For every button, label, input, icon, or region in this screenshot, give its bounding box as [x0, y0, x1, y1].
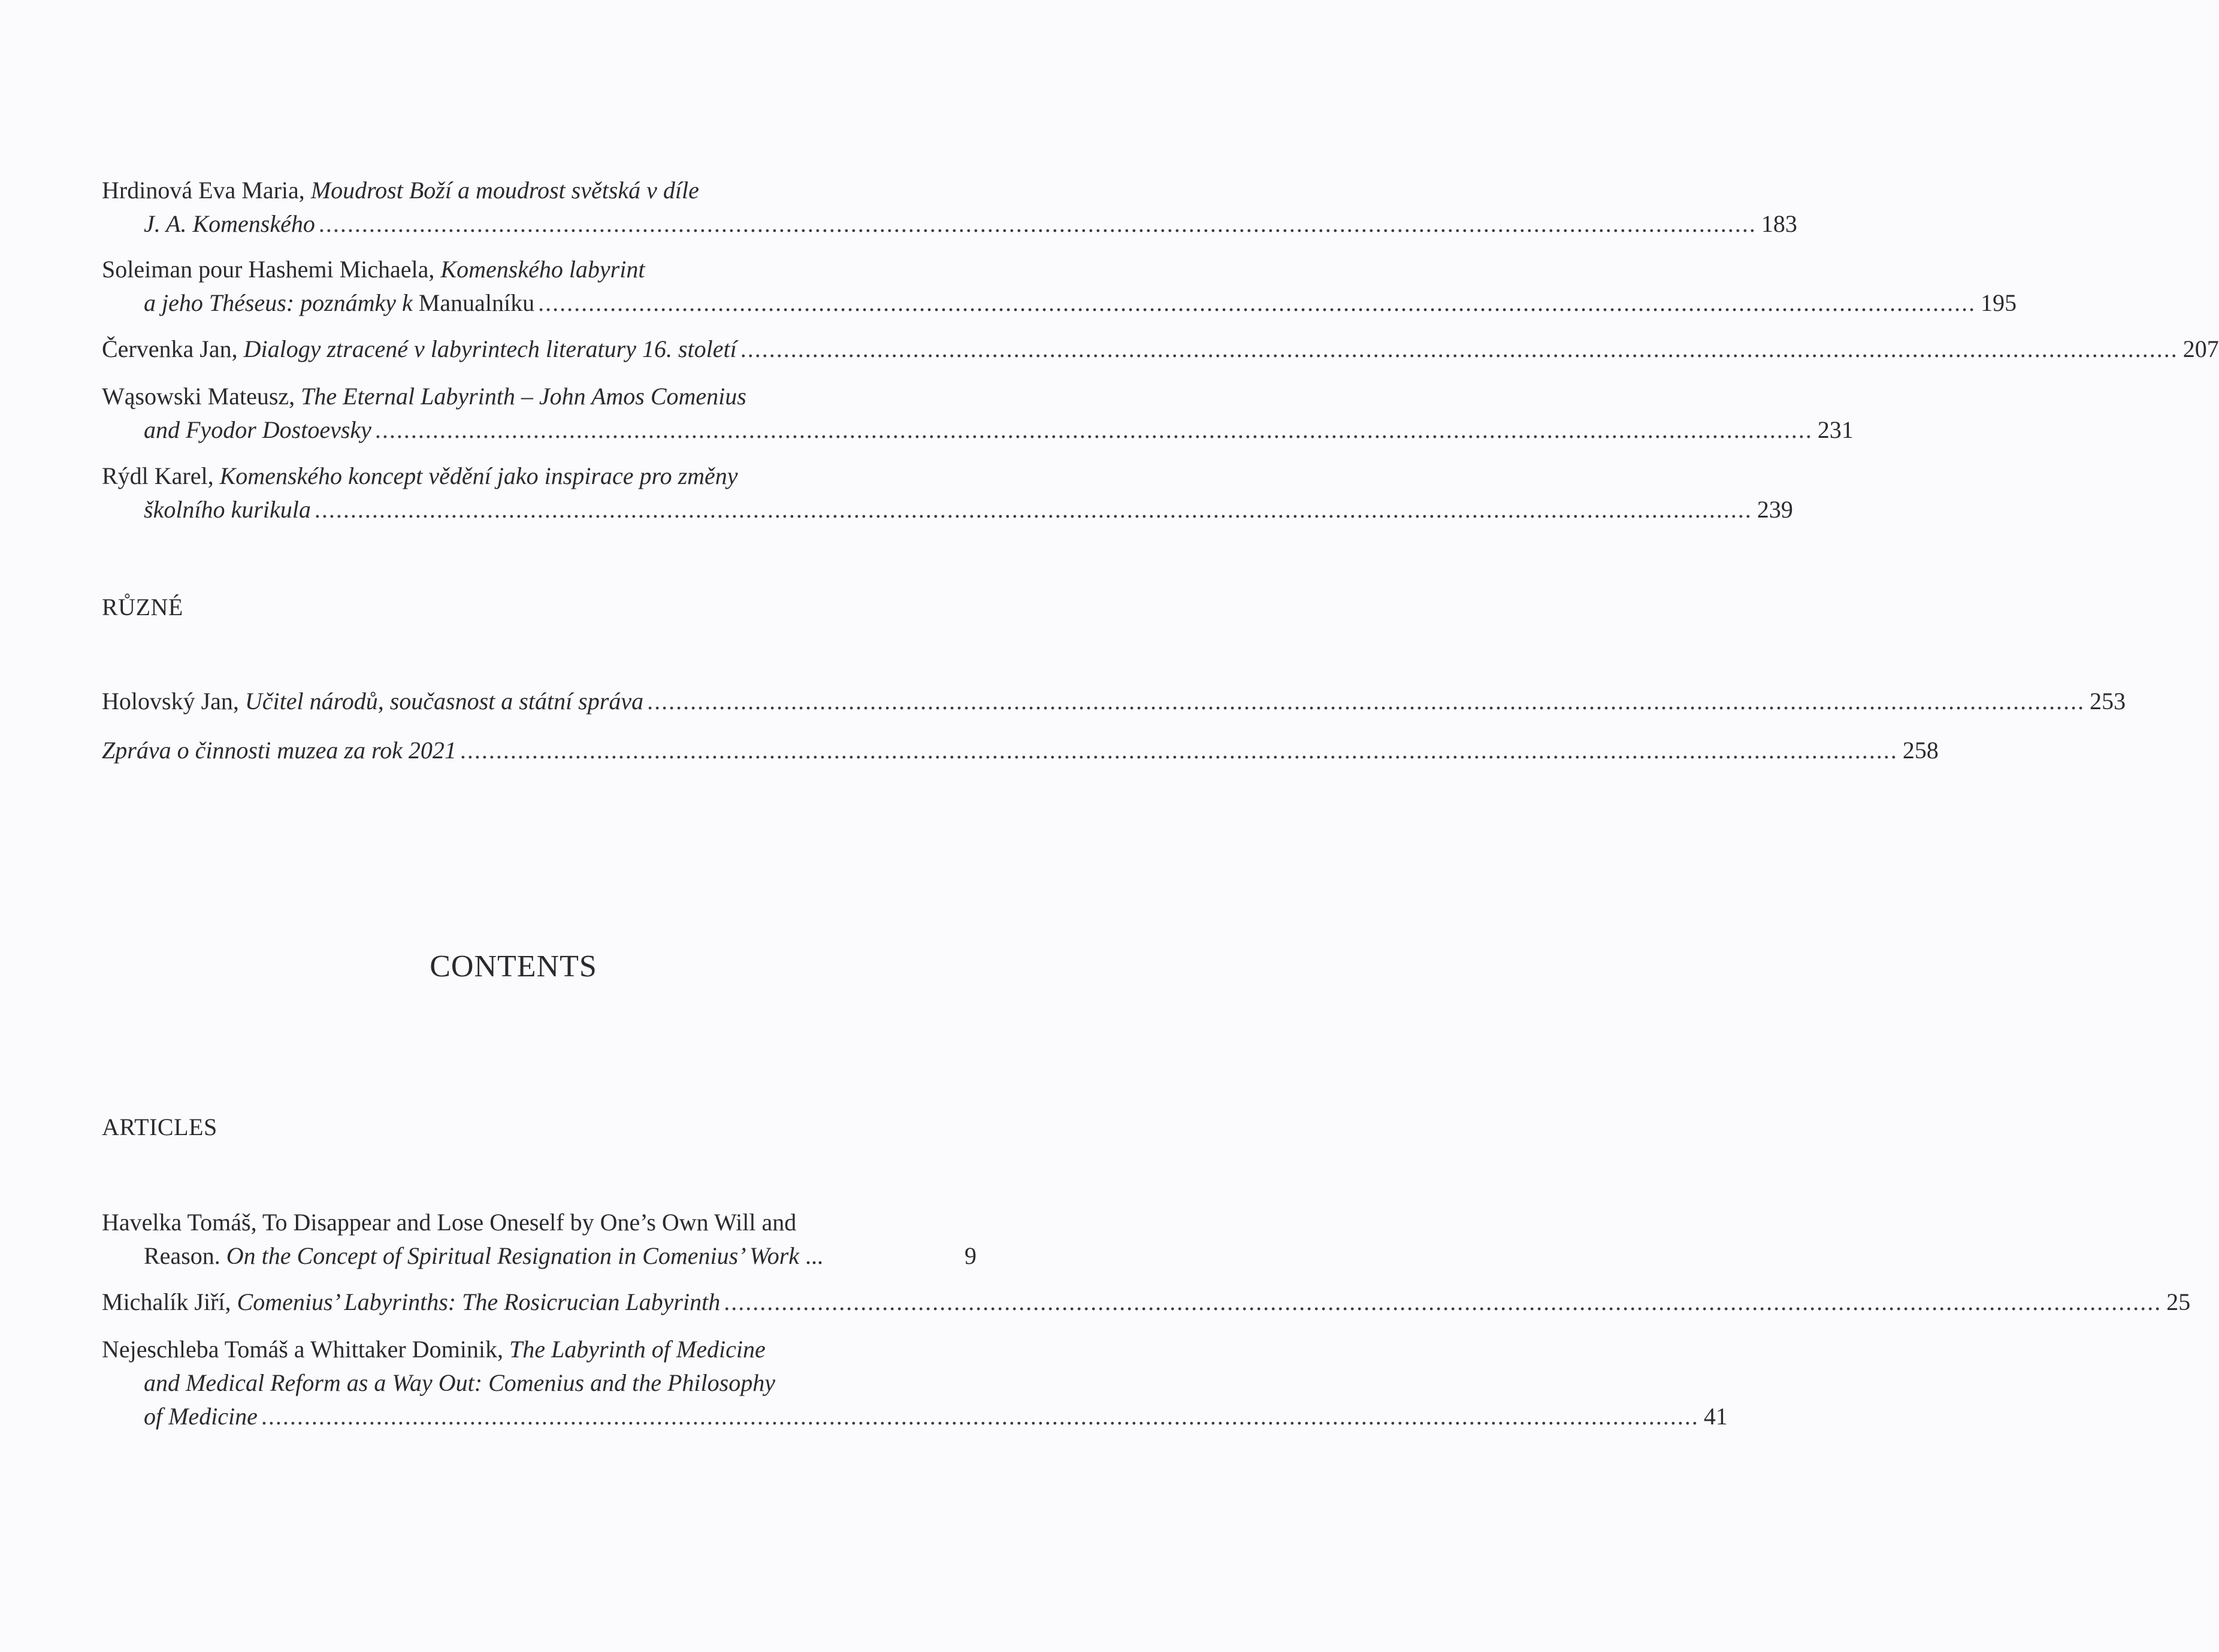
- page-number: 253: [2090, 688, 2126, 715]
- contents-title: CONTENTS: [430, 949, 597, 984]
- entry-title-cont: On the Concept of Spiritual Resignation in Comenius’ Work: [226, 1242, 800, 1269]
- entry-title: Dialogy ztracené v labyrintech literatury 16. století: [243, 335, 737, 362]
- entry-title-cont: and Fyodor Dostoevsky: [144, 416, 371, 443]
- section-heading-articles: ARTICLES: [102, 1114, 217, 1140]
- entry-title-cont: školního kurikula: [144, 496, 311, 523]
- entry-author: Holovský Jan,: [102, 688, 239, 715]
- dot-leader: ........................................................................................................................................................................................................: [740, 335, 2178, 362]
- entry-title: Comenius’ Labyrinths: The Rosicrucian Labyrinth: [237, 1288, 721, 1315]
- entry-title-roman: Manualníku: [418, 289, 535, 316]
- dot-leader: ........................................................................................................................................................................................................: [318, 210, 1757, 237]
- entry-title-cont: a jeho Théseus: poznámky k: [144, 289, 413, 316]
- page-number: 25: [2166, 1288, 2191, 1315]
- dot-leader: ........................................................................................................................................................................................................: [538, 289, 1976, 316]
- dot-leader: ........................................................................................................................................................................................................: [459, 737, 1898, 764]
- page-number: 183: [1761, 210, 1797, 237]
- toc-entry-holovsky: [102, 685, 2126, 718]
- toc-entry-soleiman: [102, 253, 2017, 320]
- page-number: 41: [1703, 1403, 1728, 1430]
- page-number: 9: [965, 1242, 977, 1269]
- dot-leader: ........................................................................................................................................................................................................: [374, 416, 1813, 443]
- entry-title-cont: and Medical Reform as a Way Out: Comenius and the Philosophy: [144, 1369, 775, 1396]
- entry-title: Učitel národů, současnost a státní správa: [244, 688, 644, 715]
- entry-title: Komenského koncept vědění jako inspirace pro změny: [219, 462, 738, 489]
- entry-author: Rýdl Karel,: [102, 462, 214, 489]
- entry-title-cont: of Medicine: [144, 1403, 258, 1430]
- entry-author: Soleiman pour Hashemi Michaela,: [102, 256, 435, 283]
- page-number: 195: [1981, 289, 2017, 316]
- entry-title: Havelka Tomáš, To Disappear and Lose Oneself by One’s Own Will and: [102, 1209, 797, 1236]
- dot-leader: ........................................................................................................................................................................................................: [647, 688, 2085, 715]
- toc-entry-havelka: [102, 1206, 977, 1273]
- page-number: 207: [2182, 335, 2219, 362]
- page-number: 239: [1757, 496, 1793, 523]
- entry-author: Červenka Jan,: [102, 335, 238, 362]
- dot-leader: ........................................................................................................................................................................................................: [314, 496, 1752, 523]
- entry-title: Moudrost Boží a moudrost světská v díle: [310, 177, 699, 204]
- toc-entry-zprava: [102, 734, 1939, 767]
- entry-ellipsis: ...: [805, 1242, 824, 1269]
- entry-title: The Eternal Labyrinth – John Amos Comenius: [301, 383, 746, 410]
- entry-author: Wąsowski Mateusz,: [102, 383, 295, 410]
- toc-entry-cervenka: [102, 332, 2219, 366]
- entry-title: The Labyrinth of Medicine: [509, 1336, 766, 1363]
- entry-title-roman: Reason.: [144, 1242, 220, 1269]
- toc-entry-rydl: [102, 459, 1793, 527]
- dot-leader: ........................................................................................................................................................................................................: [261, 1403, 1699, 1430]
- entry-author: Nejeschleba Tomáš a Whittaker Dominik,: [102, 1336, 503, 1363]
- entry-author: Michalík Jiří,: [102, 1288, 231, 1315]
- entry-title-cont: J. A. Komenského: [144, 210, 315, 237]
- toc-entry-nejeschleba: [102, 1333, 1728, 1433]
- toc-entry-michalik: [102, 1285, 2191, 1319]
- toc-entry-hrdinova: [102, 174, 1797, 241]
- entry-title: Komenského labyrint: [440, 256, 645, 283]
- page-number: 258: [1902, 737, 1939, 764]
- entry-title: Zpráva o činnosti muzea za rok 2021: [102, 737, 457, 764]
- section-heading-ruzne: RŮZNÉ: [102, 594, 183, 621]
- page-number: 231: [1817, 416, 1854, 443]
- entry-author: Hrdinová Eva Maria,: [102, 177, 305, 204]
- toc-entry-wasowski: [102, 380, 1854, 447]
- dot-leader: ........................................................................................................................................................................................................: [724, 1288, 2162, 1315]
